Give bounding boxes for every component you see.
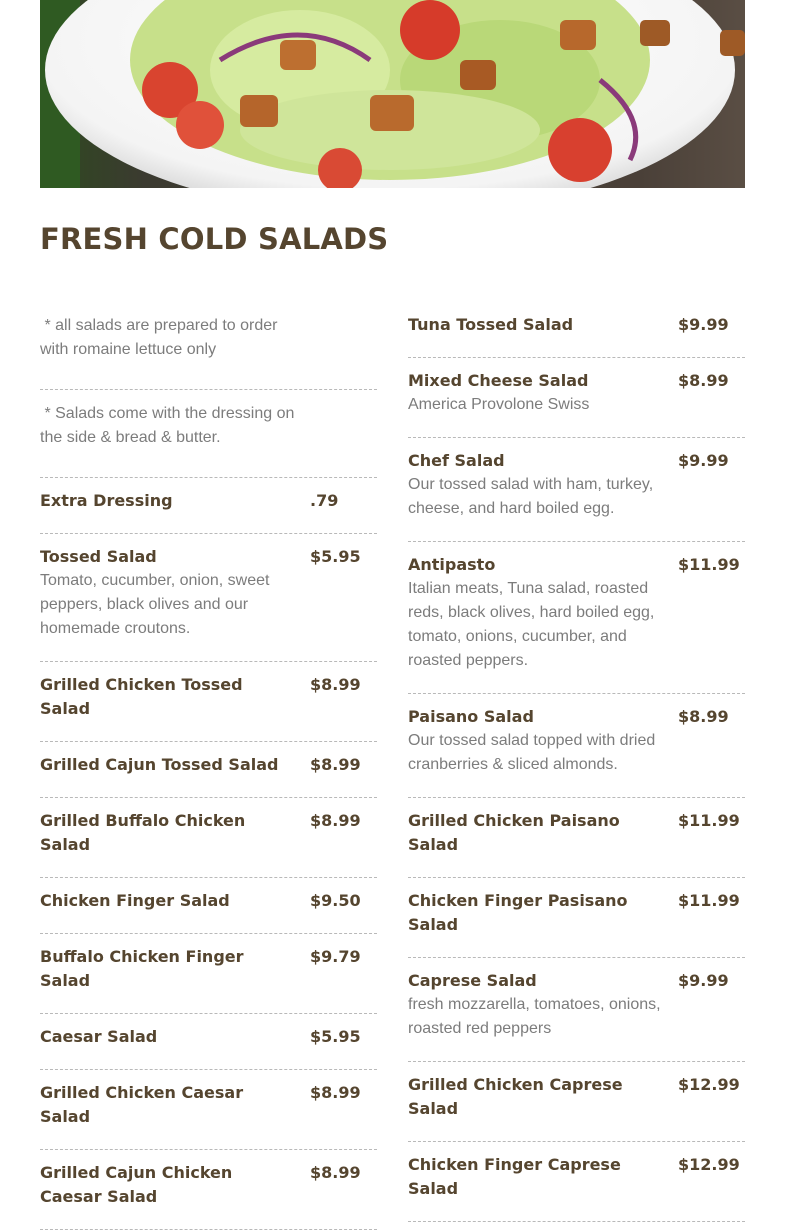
item-price: $12.99 xyxy=(678,1155,740,1174)
item-price: $8.99 xyxy=(310,1163,361,1182)
item-price: $11.99 xyxy=(678,555,740,574)
item-name: Chicken Finger Pasisano Salad xyxy=(408,891,628,934)
item-price: $5.95 xyxy=(310,547,361,566)
item-description: America Provolone Swiss xyxy=(408,396,590,413)
menu-column-left xyxy=(40,302,377,1230)
item-name: Chicken Finger Salad xyxy=(40,891,230,910)
item-price: $8.99 xyxy=(310,811,361,830)
menu-item xyxy=(408,694,745,798)
menu-item xyxy=(40,478,377,534)
item-name: Grilled Chicken Caesar Salad xyxy=(40,1083,244,1126)
menu-item xyxy=(40,1070,377,1150)
menu-item xyxy=(408,958,745,1062)
item-price: $11.99 xyxy=(678,891,740,910)
item-price: $9.79 xyxy=(310,947,361,966)
page-title: FRESH COLD SALADS xyxy=(40,222,389,256)
item-description: fresh mozzarella, tomatoes, onions, roasted red peppers xyxy=(408,996,661,1037)
item-name: Chef Salad xyxy=(408,451,505,470)
item-name: Paisano Salad xyxy=(408,707,534,726)
item-name: Extra Dressing xyxy=(40,491,173,510)
item-name: Grilled Buffalo Chicken Salad xyxy=(40,811,246,854)
menu-item xyxy=(408,798,745,878)
menu-note xyxy=(40,390,377,478)
menu-item xyxy=(40,798,377,878)
menu-item xyxy=(408,542,745,694)
item-price: $8.99 xyxy=(310,1083,361,1102)
item-price: $8.99 xyxy=(310,675,361,694)
menu-column-right xyxy=(408,302,745,1222)
item-name: Chicken Finger Caprese Salad xyxy=(408,1155,621,1198)
item-name: Mixed Cheese Salad xyxy=(408,371,589,390)
item-price: $8.99 xyxy=(678,371,729,390)
item-description: Italian meats, Tuna salad, roasted reds, black olives, hard boiled egg, tomato, onions, cucumber, and roasted peppers. xyxy=(408,580,655,669)
menu-item xyxy=(40,878,377,934)
item-name: Buffalo Chicken Finger Salad xyxy=(40,947,244,990)
item-name: Antipasto xyxy=(408,555,496,574)
item-price: $5.95 xyxy=(310,1027,361,1046)
menu-item xyxy=(40,742,377,798)
item-name: Caprese Salad xyxy=(408,971,537,990)
menu-item xyxy=(408,1142,745,1222)
item-description: Our tossed salad topped with dried cranberries & sliced almonds. xyxy=(408,732,656,773)
item-price: $9.99 xyxy=(678,315,729,334)
menu-item xyxy=(408,358,745,438)
item-price: $9.99 xyxy=(678,451,729,470)
salad-photo xyxy=(40,0,745,188)
item-name: Caesar Salad xyxy=(40,1027,158,1046)
item-name: Grilled Chicken Caprese Salad xyxy=(408,1075,623,1118)
item-price: $12.99 xyxy=(678,1075,740,1094)
item-name: Grilled Chicken Tossed Salad xyxy=(40,675,243,718)
menu-item xyxy=(40,534,377,662)
item-name: Tuna Tossed Salad xyxy=(408,315,574,334)
note-text: * Salads come with the dressing on the side & bread & butter. xyxy=(40,405,299,446)
item-name: Grilled Cajun Tossed Salad xyxy=(40,755,279,774)
item-price: $11.99 xyxy=(678,811,740,830)
item-price: $8.99 xyxy=(310,755,361,774)
menu-note xyxy=(40,302,377,390)
item-price: $8.99 xyxy=(678,707,729,726)
item-description: Our tossed salad with ham, turkey, cheese, and hard boiled egg. xyxy=(408,476,654,517)
item-price: $9.99 xyxy=(678,971,729,990)
menu-item xyxy=(408,302,745,358)
menu-item xyxy=(40,1150,377,1230)
menu-item xyxy=(40,1014,377,1070)
hero-image xyxy=(40,0,745,188)
menu-item xyxy=(408,1062,745,1142)
item-name: Grilled Cajun Chicken Caesar Salad xyxy=(40,1163,233,1206)
item-price: $9.50 xyxy=(310,891,361,910)
menu-item xyxy=(40,662,377,742)
menu-item xyxy=(40,934,377,1014)
item-name: Tossed Salad xyxy=(40,547,157,566)
menu-item xyxy=(408,878,745,958)
item-price: .79 xyxy=(310,491,339,510)
item-description: Tomato, cucumber, onion, sweet peppers, black olives and our homemade croutons. xyxy=(40,572,270,637)
item-name: Grilled Chicken Paisano Salad xyxy=(408,811,620,854)
menu-item xyxy=(408,438,745,542)
note-text: * all salads are prepared to order with romaine lettuce only xyxy=(40,317,282,358)
